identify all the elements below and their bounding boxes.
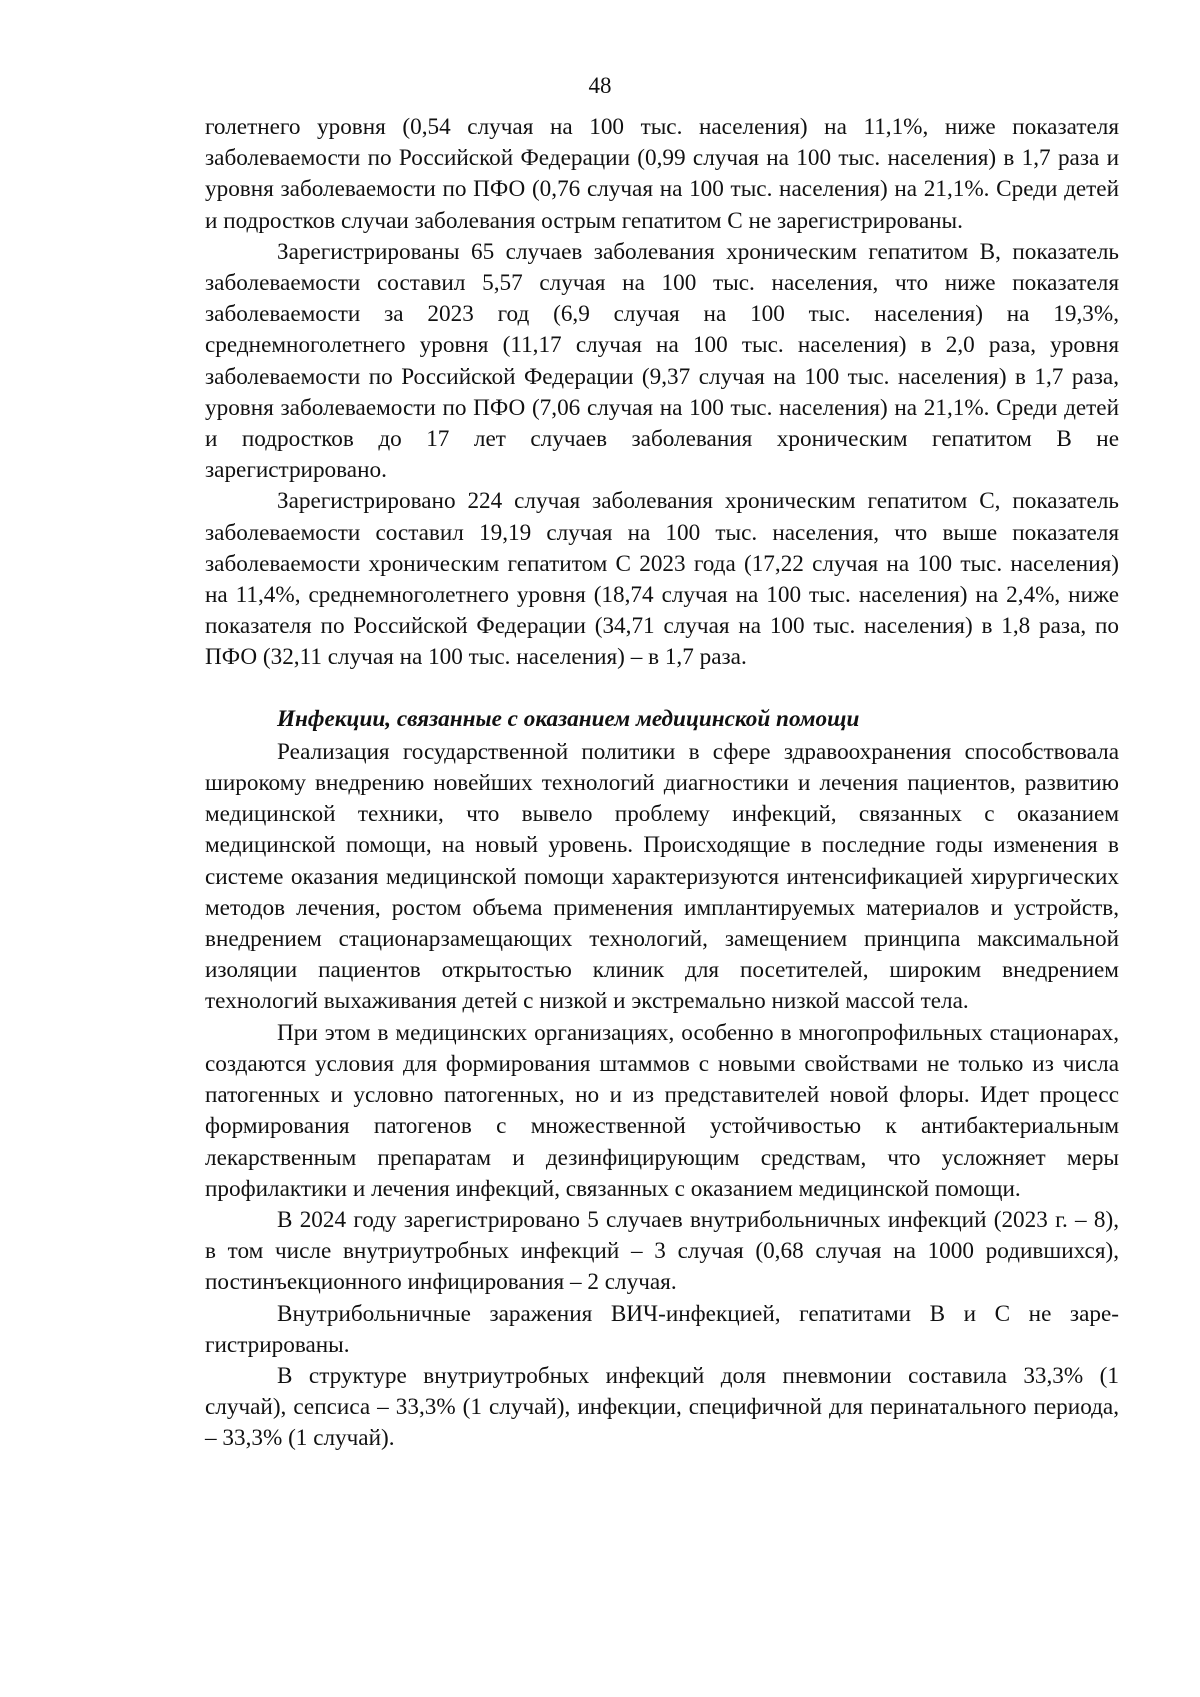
paragraph-hospital-strains: При этом в медицинских организациях, особенно в многопрофильных стационарах, создаются условия для формирования штаммов с новыми свойствами не только из числа патогенных и условно патогенных, но и из представителей новой флоры. Идет процесс формирования патогенов с множественной устойчивостью к антибактериальным лекарственным препаратам и дезинфицирующим средствам, что усложняет меры профилактики и лечения инфекций, связанных с оказанием медицинской помощи. bbox=[205, 1019, 1119, 1202]
page-content bbox=[205, 112, 1119, 1455]
paragraph-hepatitis-b: Зарегистрированы 65 случаев заболевания хроническим гепатитом В, показатель заболеваемости составил 5,57 случая на 100 тыс. населения, что ниже показателя заболеваемости за 2023 год (6,9 случая на 100 тыс. населения) на 19,3%, среднемноголетнего уровня (11,17 случая на 100 тыс. населения) в 2,0 раза, уровня заболеваемости по Российской Федерации (9,37 случая на 100 тыс. населения) в 1,7 раза, уровня заболеваемости по ПФО (7,06 случая на 100 тыс. населения) на 21,1%. Среди детей и подростков до 17 лет случаев заболевания хроническим гепатитом В не зарегистрировано. bbox=[205, 238, 1119, 484]
page-number: 48 bbox=[588, 73, 612, 98]
paragraph-continuation: голетнего уровня (0,54 случая на 100 тыс. населения) на 11,1%, ниже показателя заболеваемости по Российской Федерации (0,99 случая на 100 тыс. населения) в 1,7 раза и уровня заболеваемости по ПФО (0,76 случая на 100 тыс. населения) на 21,1%. Среди детей и подростков случаи заболевания острым гепатитом С не зарегистрированы. bbox=[205, 114, 1119, 234]
paragraph-intrauterine-structure: В структуре внутриутробных инфекций доля пневмонии составила 33,3% (1 случай), сепсиса – 33,3% (1 случай), инфекции, специфичной для перинатального периода, – 33,3% (1 случай). bbox=[205, 1362, 1119, 1452]
paragraph-healthcare-policy: Реализация государственной политики в сфере здравоохранения способствовала широкому внедрению новейших технологий диагностики и лечения пациентов, развитию медицинской техники, что вывело проблему инфекций, связанных с оказанием медицинской помощи, на новый уровень. Происходящие в последние годы изменения в системе оказания медицинской помощи характеризуются интенсификацией хирургических методов лечения, ростом объема применения имплантируемых материалов и устройств, внедрением стационарзамещающих технологий, замещением принципа максимальной изоляции пациентов открытостью клиник для посетителей, широким внедрением технологий выхаживания детей с низкой и экстремально низкой массой тела. bbox=[205, 738, 1119, 1015]
paragraph-cases-2024: В 2024 году зарегистрировано 5 случаев внутрибольничных инфекций (2023 г. – 8), в том числе внутриутробных инфекций – 3 случая (0,68 случая на 1000 родившихся), постинъекционного инфицирования – 2 случая. bbox=[205, 1206, 1119, 1296]
section-heading: Инфекции, связанные с оказанием медицинской помощи bbox=[277, 705, 860, 732]
paragraph-hepatitis-c: Зарегистрировано 224 случая заболевания хроническим гепатитом С, показатель заболеваемости составил 19,19 случая на 100 тыс. населения, что выше показателя заболеваемости хроническим гепатитом С 2023 года (17,22 случая на 100 тыс. населения) на 11,4%, среднемноголетнего уровня (18,74 случая на 100 тыс. населения) на 2,4%, ниже показателя по Российской Федерации (34,71 случая на 100 тыс. населения) в 1,8 раза, по ПФО (32,11 случая на 100 тыс. населения) – в 1,7 раза. bbox=[205, 488, 1119, 671]
paragraph-hiv-hepatitis: Внутрибольничные заражения ВИЧ-инфекцией, гепатитами В и С не зарегистрированы. bbox=[205, 1300, 1119, 1358]
